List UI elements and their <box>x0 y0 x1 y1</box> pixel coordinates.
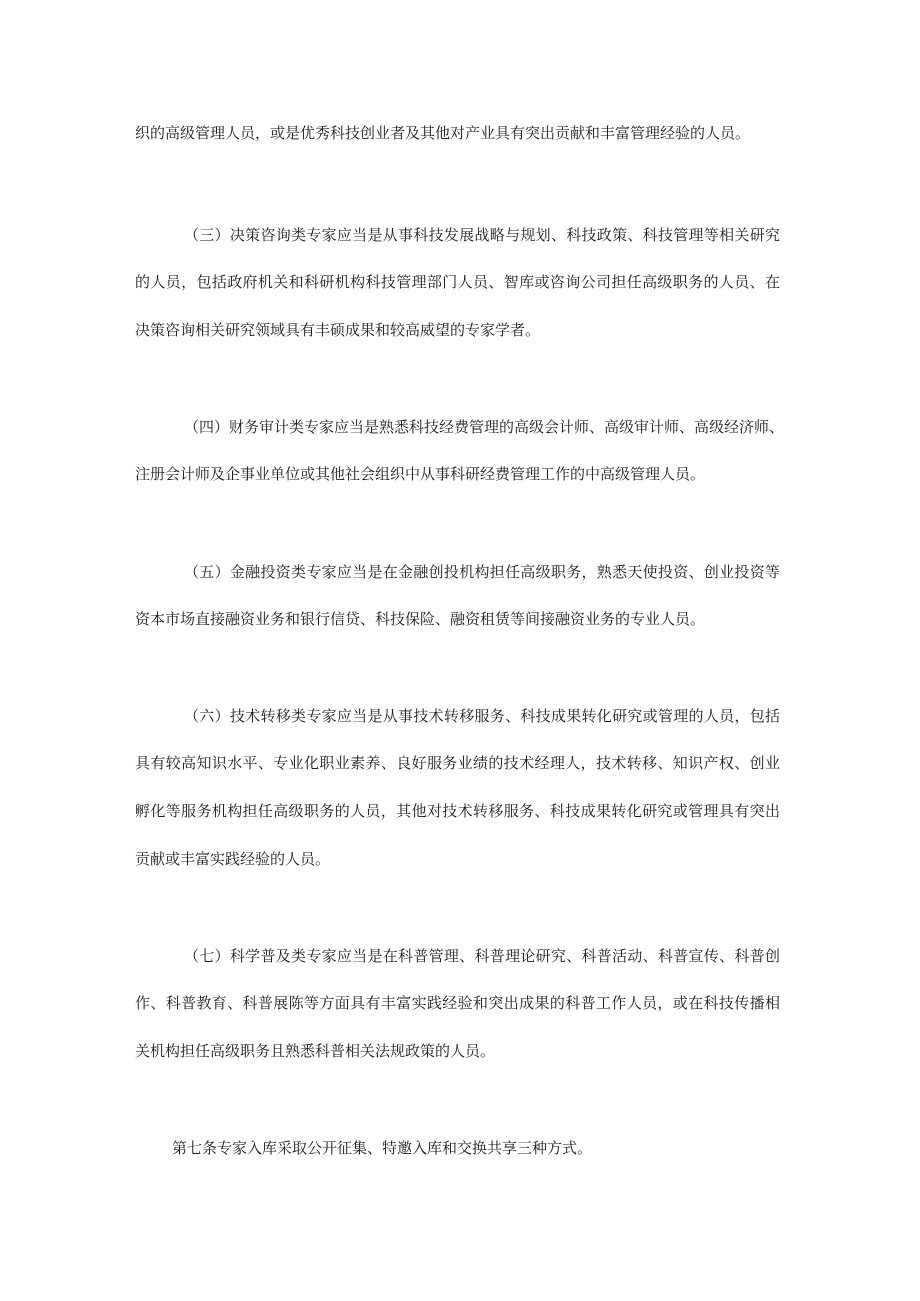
paragraph-line: 作、科普教育、科普展陈等方面具有丰富实践经验和突出成果的科普工作人员，或在科技传播相 <box>135 994 780 1012</box>
article-seven-line: 第七条专家入库采取公开征集、特邀入库和交换共享三种方式。 <box>172 1139 593 1157</box>
paragraph-line: 贡献或丰富实践经验的人员。 <box>135 850 331 868</box>
paragraph-line-science-popularization: （七）科学普及类专家应当是在科普管理、科普理论研究、科普活动、科普宣传、科普创 <box>184 947 780 965</box>
paragraph-line: 决策咨询相关研究领域具有丰硕成果和较高威望的专家学者。 <box>135 321 541 339</box>
paragraph-line-decision-consulting: （三）决策咨询类专家应当是从事科技发展战略与规划、科技政策、科技管理等相关研究 <box>184 226 780 244</box>
paragraph-line: 关机构担任高级职务且熟悉科普相关法规政策的人员。 <box>135 1042 496 1060</box>
paragraph-line: 织的高级管理人员，或是优秀科技创业者及其他对产业具有突出贡献和丰富管理经验的人员。 <box>135 124 751 142</box>
paragraph-line: 资本市场直接融资业务和银行信贷、科技保险、融资租赁等间接融资业务的专业人员。 <box>135 610 706 628</box>
paragraph-line: 注册会计师及企事业单位或其他社会组织中从事科研经费管理工作的中高级管理人员。 <box>135 465 706 483</box>
paragraph-line-finance-audit: （四）财务审计类专家应当是熟悉科技经费管理的高级会计师、高级审计师、高级经济师、 <box>184 418 785 436</box>
paragraph-line: 孵化等服务机构担任高级职务的人员，其他对技术转移服务、科技成果转化研究或管理具有突出 <box>135 802 780 820</box>
paragraph-line-financial-investment: （五）金融投资类专家应当是在金融创投机构担任高级职务，熟悉天使投资、创业投资等 <box>184 563 780 581</box>
paragraph-line: 具有较高知识水平、专业化职业素养、良好服务业绩的技术经理人，技术转移、知识产权、创业 <box>135 754 780 772</box>
paragraph-line-technology-transfer: （六）技术转移类专家应当是从事技术转移服务、科技成果转化研究或管理的人员，包括 <box>184 707 780 725</box>
paragraph-line: 的人员，包括政府机关和科研机构科技管理部门人员、智库或咨询公司担任高级职务的人员、在 <box>135 273 780 291</box>
